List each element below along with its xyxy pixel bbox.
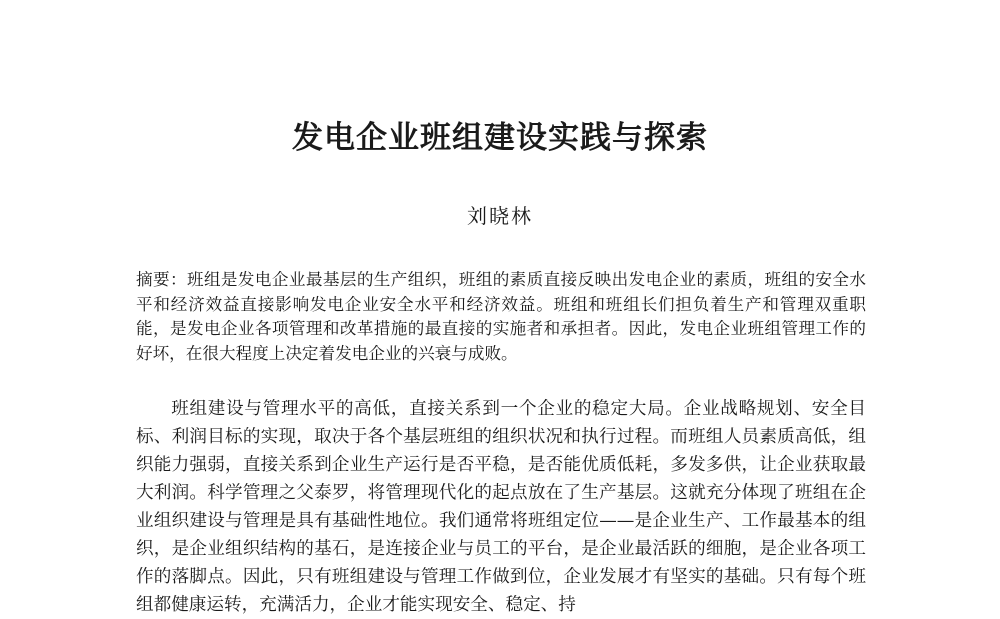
body-paragraph: 班组建设与管理水平的高低，直接关系到一个企业的稳定大局。企业战略规划、安全目标、利润目标的实现，取决于各个基层班组的组织状况和执行过程。而班组人员素质高低，组织能力强弱，直接关系到企业生产运行是否平稳，是否能优质低耗，多发多供，让企业获取最大利润。科学管理之父泰罗，将管理现代化的起点放在了生产基层。这就充分体现了班组在企业组织建设与管理是具有基础性地位。我们通常将班组定位——是企业生产、工作最基本的组织，是企业组织结构的基石，是连接企业与员工的平台，是企业最活跃的细胞，是企业各项工作的落脚点。因此，只有班组建设与管理工作做到位，企业发展才有坚实的基础。只有每个班组都健康运转，充满活力，企业才能实现安全、稳定、持 (136, 399, 866, 615)
abstract-paragraph: 摘要：班组是发电企业最基层的生产组织，班组的素质直接反映出发电企业的素质，班组的安全水平和经济效益直接影响发电企业安全水平和经济效益。班组和班组长们担负着生产和管理双重职能，是发电企业各项管理和改革措施的最直接的实施者和承担者。因此，发电企业班组管理工作的好坏，在很大程度上决定着发电企业的兴衰与成败。 (136, 270, 866, 363)
author-name: 刘晓林 (467, 204, 533, 228)
document-title: 发电企业班组建设实践与探索 (292, 120, 708, 156)
